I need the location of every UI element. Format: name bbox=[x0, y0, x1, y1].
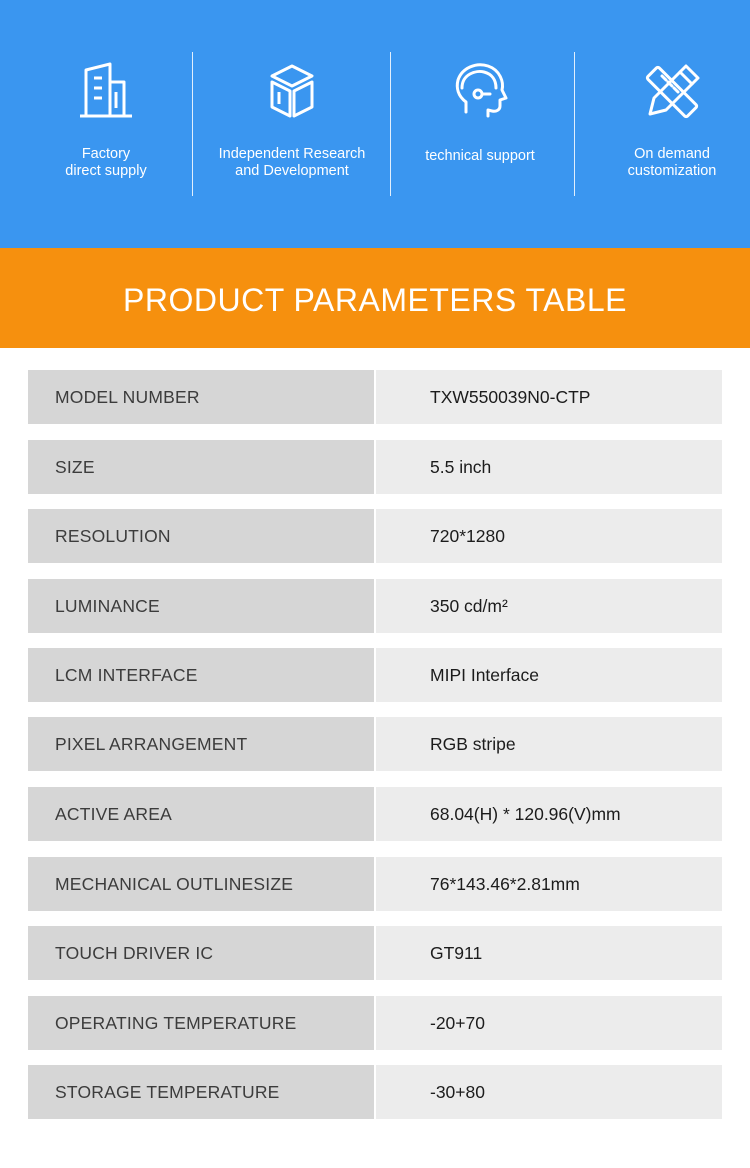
feature-support bbox=[386, 52, 574, 198]
parameter-name: MECHANICAL OUTLINESIZE bbox=[28, 857, 374, 911]
table-row bbox=[28, 1065, 722, 1119]
table-row bbox=[28, 648, 722, 702]
parameter-name: RESOLUTION bbox=[28, 509, 374, 563]
parameter-name: SIZE bbox=[28, 440, 374, 494]
headset-icon bbox=[386, 60, 574, 124]
banner bbox=[0, 248, 750, 348]
divider bbox=[192, 52, 193, 196]
table-row bbox=[28, 787, 722, 841]
pencil-ruler-icon bbox=[578, 60, 750, 124]
building-icon bbox=[12, 60, 200, 124]
parameters-table bbox=[0, 348, 750, 1168]
table-row bbox=[28, 996, 722, 1050]
parameter-value: GT911 bbox=[376, 926, 722, 980]
parameter-value: -20+70 bbox=[376, 996, 722, 1050]
feature-factory-label: Factory direct supply bbox=[65, 146, 147, 179]
parameter-name: ACTIVE AREA bbox=[28, 787, 374, 841]
table-row bbox=[28, 370, 722, 424]
parameter-name: PIXEL ARRANGEMENT bbox=[28, 717, 374, 771]
features-bar bbox=[0, 0, 750, 248]
parameter-name: LUMINANCE bbox=[28, 579, 374, 633]
page-title: PRODUCT PARAMETERS TABLE bbox=[123, 281, 627, 318]
table-row bbox=[28, 440, 722, 494]
table-row bbox=[28, 509, 722, 563]
feature-customization bbox=[578, 52, 750, 198]
parameter-value: RGB stripe bbox=[376, 717, 722, 771]
table-row bbox=[28, 926, 722, 980]
parameter-value: MIPI Interface bbox=[376, 648, 722, 702]
parameter-value: 76*143.46*2.81mm bbox=[376, 857, 722, 911]
parameter-name: MODEL NUMBER bbox=[28, 370, 374, 424]
divider bbox=[574, 52, 575, 196]
parameter-value: TXW550039N0-CTP bbox=[376, 370, 722, 424]
parameter-value: 350 cd/m² bbox=[376, 579, 722, 633]
parameter-name: TOUCH DRIVER IC bbox=[28, 926, 374, 980]
parameter-value: -30+80 bbox=[376, 1065, 722, 1119]
parameter-name: STORAGE TEMPERATURE bbox=[28, 1065, 374, 1119]
parameter-value: 68.04(H) * 120.96(V)mm bbox=[376, 787, 722, 841]
feature-support-label: technical support bbox=[425, 148, 535, 164]
feature-research-label: Independent Research and Development bbox=[218, 146, 366, 179]
table-row bbox=[28, 857, 722, 911]
feature-customization-label: On demand customization bbox=[627, 146, 717, 179]
parameter-value: 720*1280 bbox=[376, 509, 722, 563]
cube-icon bbox=[198, 60, 386, 124]
parameter-name: OPERATING TEMPERATURE bbox=[28, 996, 374, 1050]
feature-factory bbox=[12, 52, 200, 198]
table-row bbox=[28, 579, 722, 633]
feature-research bbox=[198, 52, 386, 198]
table-row bbox=[28, 717, 722, 771]
parameter-name: LCM INTERFACE bbox=[28, 648, 374, 702]
parameter-value: 5.5 inch bbox=[376, 440, 722, 494]
